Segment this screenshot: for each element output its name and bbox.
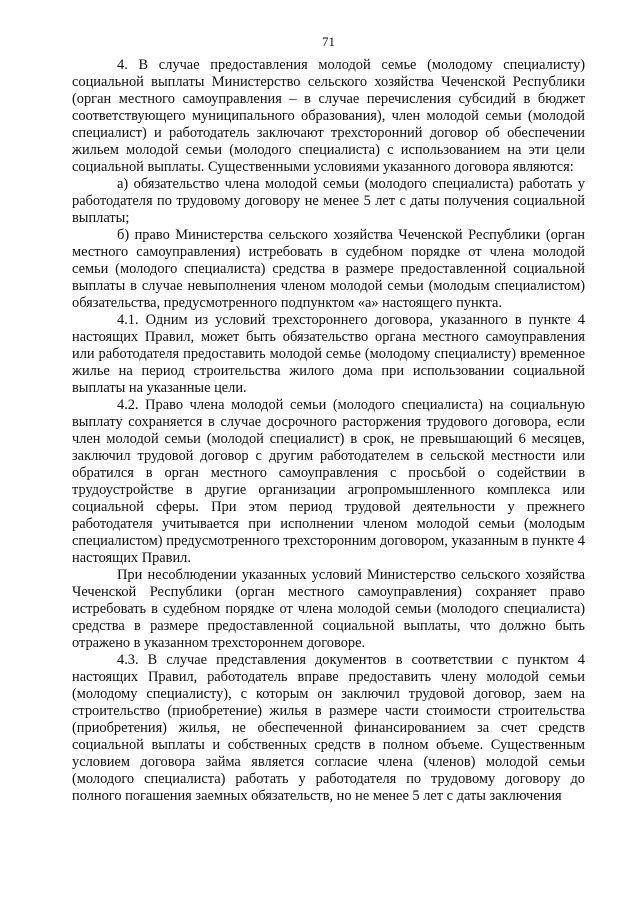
document-body: [72, 57, 585, 805]
paragraph-4a: а) обязательство члена молодой семьи (молодого специалиста) работать у работодателя по трудовому договору не менее 5 лет с даты получения социальной выплаты;: [72, 176, 585, 226]
paragraph-4b: б) право Министерства сельского хозяйства Чеченской Республики (орган местного самоуправления) истребовать в судебном порядке от члена молодой семьи (молодого специалиста) средства в размере предоставленной социальной выплаты в случае невыполнения членом молодой семьи (молодым специалистом) обязательства, предусмотренного подпунктом «а» настоящего пункта.: [72, 227, 585, 311]
page-number: 71: [322, 34, 335, 49]
paragraph-4-1: 4.1. Одним из условий трехстороннего договора, указанного в пункте 4 настоящих Правил, может быть обязательство органа местного самоуправления или работодателя предоставить молодой семье (молодому специалисту) временное жилье на период строительства жилого дома при использовании социальной выплаты на указанные цели.: [72, 312, 585, 396]
paragraph-4: 4. В случае предоставления молодой семье (молодому специалисту) социальной выплаты Министерство сельского хозяйства Чеченской Республики (орган местного самоуправления – в случае перечисления субсидий в бюджет соответствующего муниципального образования), член молодой семьи (молодой специалист) и работодатель заключают трехсторонний договор об обеспечении жильем молодой семьи (молодого специалиста) с использованием на эти цели социальной выплаты. Существенными условиями указанного договора являются:: [72, 57, 585, 175]
paragraph-4-2-continued: При несоблюдении указанных условий Министерство сельского хозяйства Чеченской Республики (орган местного самоуправления) сохраняет право истребовать в судебном порядке от члена молодой семьи (молодого специалиста) средства в размере предоставленной социальной выплаты, что должно быть отражено в указанном трехстороннем договоре.: [72, 567, 585, 651]
paragraph-4-3: 4.3. В случае представления документов в соответствии с пунктом 4 настоящих Правил, работодатель вправе предоставить члену молодой семьи (молодому специалисту), с которым он заключил трудовой договор, заем на строительство (приобретение) жилья в размере части стоимости строительства (приобретения) жилья, не обеспеченной финансированием за счет средств социальной выплаты и собственных средств в полном объеме. Существенным условием договора займа является согласие члена (членов) молодой семьи (молодого специалиста) работать у работодателя по трудовому договору до полного погашения заемных обязательств, но не менее 5 лет с даты заключения: [72, 652, 585, 804]
paragraph-4-2: 4.2. Право члена молодой семьи (молодого специалиста) на социальную выплату сохраняется в случае досрочного расторжения трудового договора, если член молодой семьи (молодой специалист) в срок, не превышающий 6 месяцев, заключил трудовой договор с другим работодателем в сельской местности или обратился в орган местного самоуправления с просьбой о содействии в трудоустройстве в другие организации агропромышленного комплекса или социальной сферы. При этом период трудовой деятельности у прежнего работодателя учитывается при исполнении членом молодой семьи (молодым специалистом) предусмотренного трехсторонним договором, указанным в пункте 4 настоящих Правил.: [72, 397, 585, 566]
